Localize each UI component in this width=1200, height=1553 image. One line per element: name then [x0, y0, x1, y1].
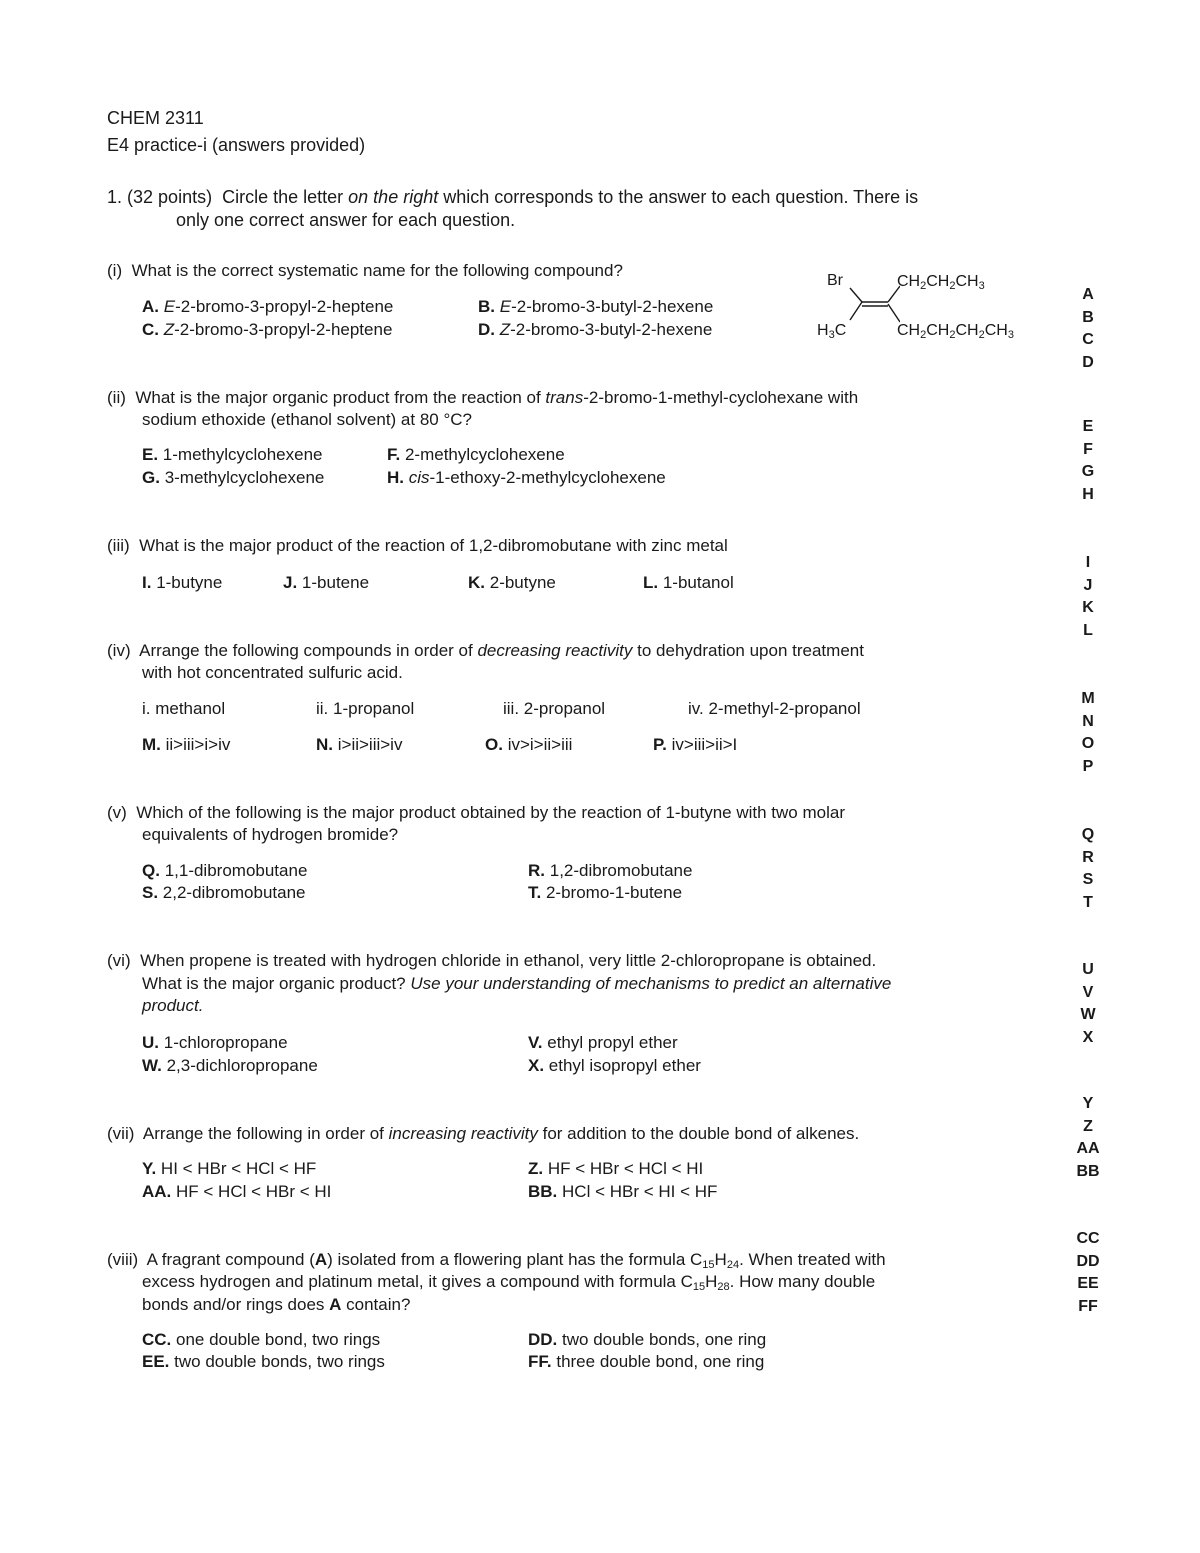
answer-letter[interactable]: F: [1083, 440, 1093, 458]
answer-letter[interactable]: FF: [1078, 1297, 1098, 1315]
answer-letter[interactable]: Q: [1081, 826, 1095, 843]
option-v: V. ethyl propyl ether: [528, 1033, 678, 1052]
answer-letters-v: [1066, 824, 1110, 914]
compound-iii: iii. 2-propanol: [503, 699, 606, 718]
answer-letter[interactable]: Z: [1083, 1117, 1093, 1135]
option-ee: EE. two double bonds, two rings: [142, 1352, 385, 1371]
option-o: O. iv>i>ii>iii: [485, 735, 573, 754]
answer-letter[interactable]: V: [1082, 983, 1094, 1001]
part-ii-question-cont: sodium ethoxide (ethanol solvent) at 80 °C?: [142, 410, 472, 429]
alkene-bonds: [840, 280, 900, 330]
option-q: Q. 1,1-dibromobutane: [142, 861, 308, 880]
part-viii-question: (viii) A fragrant compound (A) isolated from a flowering plant has the formula $C_{15}H_{24}$. When treated with: [107, 1250, 886, 1271]
option-i: I. 1-butyne: [142, 573, 223, 592]
answer-letters-iii: [1066, 552, 1110, 642]
answer-letter[interactable]: K: [1082, 599, 1094, 616]
answer-letters-vii: [1066, 1093, 1110, 1183]
answer-letter[interactable]: W: [1080, 1006, 1096, 1023]
option-m: M. ii>iii>i>iv: [142, 735, 231, 754]
course-title: CHEM 2311: [107, 108, 204, 128]
answer-letter[interactable]: G: [1081, 463, 1095, 480]
answer-letter[interactable]: A: [1082, 286, 1094, 303]
option-aa: AA. HF < HCl < HBr < HI: [142, 1182, 332, 1201]
part-iii-question: (iii) What is the major product of the reaction of 1,2-dibromobutane with zinc metal: [107, 536, 728, 555]
part-vii-question: (vii) Arrange the following in order of increasing reactivity for addition to the double bond of alkenes.: [107, 1124, 860, 1143]
option-c: C. Z-2-bromo-3-propyl-2-heptene: [142, 320, 393, 339]
option-r: R. 1,2-dibromobutane: [528, 861, 693, 880]
option-y: Y. HI < HBr < HCl < HF: [142, 1159, 317, 1178]
part-ii-question: (ii) What is the major organic product from the reaction of trans-2-bromo-1-methyl-cyclohexane with: [107, 388, 859, 407]
question-1-intro: 1. (32 points) Circle the letter on the right which corresponds to the answer to each question. There is: [107, 187, 919, 207]
answer-letter[interactable]: DD: [1076, 1252, 1100, 1270]
answer-letter[interactable]: AA: [1076, 1140, 1100, 1157]
answer-letters-iv: [1066, 688, 1110, 778]
answer-letters-vi: [1066, 959, 1110, 1049]
option-f: F. 2-methylcyclohexene: [387, 445, 565, 464]
answer-letter[interactable]: EE: [1077, 1275, 1099, 1292]
answer-letter[interactable]: BB: [1076, 1162, 1100, 1180]
answer-letter[interactable]: X: [1082, 1028, 1094, 1046]
option-k: K. 2-butyne: [468, 573, 556, 592]
propyl-group: $CH_2CH_2CH_3$: [897, 273, 985, 292]
option-j: J. 1-butene: [283, 573, 370, 592]
option-p: P. iv>iii>ii>I: [653, 735, 738, 754]
answer-letters-viii: [1066, 1228, 1110, 1318]
compound-i: i. methanol: [142, 699, 226, 718]
page-subtitle: E4 practice-i (answers provided): [107, 135, 366, 155]
part-vi-question-cont2: product.: [142, 996, 204, 1015]
option-t: T. 2-bromo-1-butene: [528, 883, 683, 902]
part-i-question: (i) What is the correct systematic name for the following compound?: [107, 261, 623, 280]
option-g: G. 3-methylcyclohexene: [142, 468, 325, 487]
answer-letters-ii: [1066, 416, 1110, 506]
option-n: N. i>ii>iii>iv: [316, 735, 403, 754]
answer-letter[interactable]: N: [1082, 712, 1094, 730]
part-v-question-cont: equivalents of hydrogen bromide?: [142, 825, 399, 844]
option-dd: DD. two double bonds, one ring: [528, 1330, 767, 1349]
option-e: E. 1-methylcyclohexene: [142, 445, 323, 464]
compound-ii: ii. 1-propanol: [316, 699, 415, 718]
answer-letter[interactable]: I: [1085, 554, 1091, 571]
option-bb: BB. HCl < HBr < HI < HF: [528, 1182, 718, 1201]
methyl-group: $H_3C$: [817, 322, 847, 341]
answer-letters-i: [1066, 284, 1110, 374]
option-s: S. 2,2-dibromobutane: [142, 883, 306, 902]
answer-letter[interactable]: C: [1082, 331, 1094, 348]
answer-letter[interactable]: H: [1082, 485, 1094, 503]
answer-letter[interactable]: B: [1082, 308, 1094, 326]
part-iv-question-cont: with hot concentrated sulfuric acid.: [142, 663, 403, 682]
answer-letter[interactable]: L: [1083, 621, 1093, 639]
question-points: (32 points): [127, 187, 213, 207]
option-l: L. 1-butanol: [643, 573, 734, 592]
option-a: A. E-2-bromo-3-propyl-2-heptene: [142, 297, 394, 316]
option-u: U. 1-chloropropane: [142, 1033, 288, 1052]
answer-letter[interactable]: U: [1082, 961, 1094, 978]
answer-letter[interactable]: Y: [1082, 1095, 1094, 1112]
answer-letter[interactable]: E: [1082, 418, 1094, 435]
part-vi-question: (vi) When propene is treated with hydrogen chloride in ethanol, very little 2-chloropropane is obtained.: [107, 951, 877, 970]
option-h: H. cis-1-ethoxy-2-methylcyclohexene: [387, 468, 666, 487]
answer-letter[interactable]: T: [1083, 893, 1093, 911]
option-z: Z. HF < HBr < HCl < HI: [528, 1159, 704, 1178]
question-1-intro-cont: only one correct answer for each question.: [176, 210, 516, 230]
bromine-label: Br: [827, 272, 843, 289]
option-b: B. E-2-bromo-3-butyl-2-hexene: [478, 297, 714, 316]
answer-letter[interactable]: CC: [1076, 1230, 1100, 1247]
option-d: D. Z-2-bromo-3-butyl-2-hexene: [478, 320, 713, 339]
part-viii-question-cont2: bonds and/or rings does A contain?: [142, 1295, 411, 1314]
answer-letter[interactable]: P: [1082, 757, 1094, 775]
butyl-group: $CH_2CH_2CH_2CH_3$: [897, 322, 1014, 340]
answer-letter[interactable]: D: [1082, 353, 1094, 371]
option-w: W. 2,3-dichloropropane: [142, 1056, 318, 1075]
option-ff: FF. three double bond, one ring: [528, 1352, 765, 1371]
answer-letter[interactable]: S: [1082, 871, 1094, 888]
part-iv-question: (iv) Arrange the following compounds in order of decreasing reactivity to dehydration upon treatment: [107, 641, 864, 660]
question-number: 1.: [107, 187, 123, 207]
answer-letter[interactable]: O: [1081, 735, 1095, 752]
answer-letter[interactable]: J: [1083, 576, 1093, 594]
part-v-question: (v) Which of the following is the major product obtained by the reaction of 1-butyne with two molar: [107, 803, 845, 822]
part-viii-question-cont: excess hydrogen and platinum metal, it gives a compound with formula $C_{15}H_{28}$. How many double: [142, 1272, 876, 1293]
option-cc: CC. one double bond, two rings: [142, 1330, 381, 1349]
option-x: X. ethyl isopropyl ether: [528, 1056, 701, 1075]
answer-letter[interactable]: M: [1081, 690, 1095, 707]
answer-letter[interactable]: R: [1082, 848, 1094, 866]
part-vi-question-cont: What is the major organic product? Use your understanding of mechanisms to predict an alternative: [142, 974, 892, 993]
compound-iv: iv. 2-methyl-2-propanol: [688, 699, 861, 718]
